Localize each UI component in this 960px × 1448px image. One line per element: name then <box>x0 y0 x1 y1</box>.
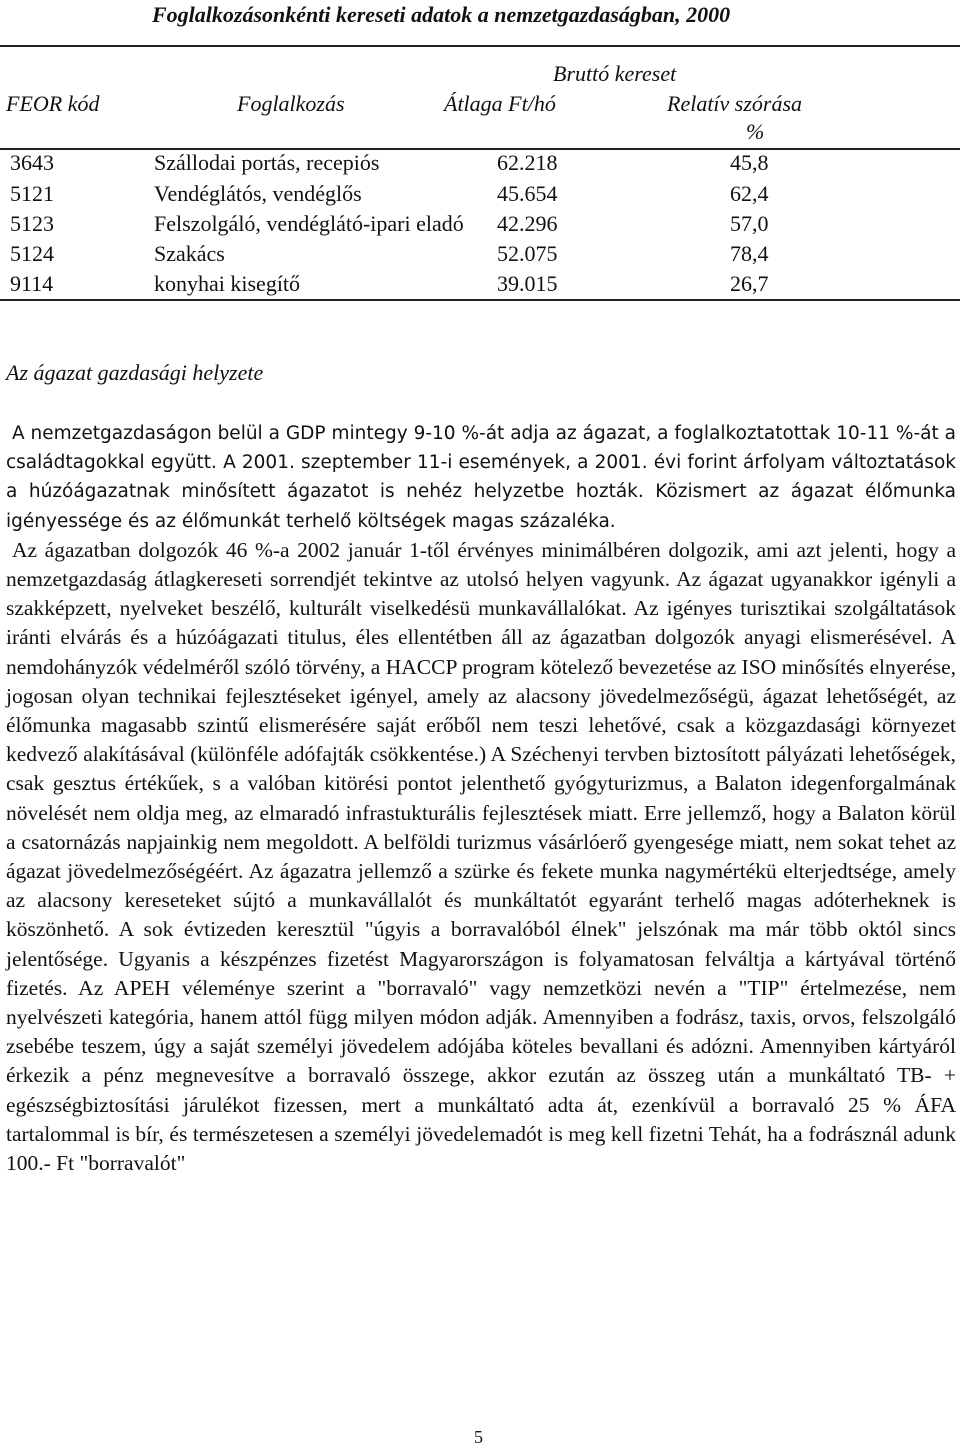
cell-occupation: Szakács <box>154 241 225 266</box>
cell-relative: 26,7 <box>730 271 769 296</box>
table-row <box>0 181 960 212</box>
cell-code: 9114 <box>10 271 54 296</box>
table-row <box>0 150 960 181</box>
section-title: Az ágazat gazdasági helyzete <box>6 360 264 385</box>
cell-code: 3643 <box>10 150 54 175</box>
paragraph: A nemzetgazdaságon belül a GDP mintegy 9-10 %-át adja az ágazat, a foglalkoztatottak 10-11 %-át a családtagokkal együtt. A 2001. szeptember 11-i események, a 2001. évi forint árfolyam változtatások a húzóágazatnak minősített ágazatot is nehéz helyzetbe hozták. Közismert az ágazat élőmunka igényessége és az élőmunkát terhelő költségek magas százaléka. <box>6 423 956 532</box>
cell-occupation: Vendéglátós, vendéglős <box>154 181 362 206</box>
cell-average: 62.218 <box>497 150 558 175</box>
cell-average: 42.296 <box>497 211 558 236</box>
table-row <box>0 241 960 272</box>
table-row <box>0 211 960 242</box>
cell-code: 5121 <box>10 181 54 206</box>
body-text <box>6 419 956 1178</box>
table-group-header: Bruttó kereset <box>553 61 677 86</box>
page-number: 5 <box>474 1427 483 1447</box>
table-bottom-rule <box>0 299 960 301</box>
cell-average: 39.015 <box>497 271 558 296</box>
table-row <box>0 271 960 302</box>
cell-relative: 78,4 <box>730 241 769 266</box>
cell-average: 52.075 <box>497 241 558 266</box>
cell-occupation: Szállodai portás, recepiós <box>154 150 380 175</box>
cell-relative: 45,8 <box>730 150 769 175</box>
cell-occupation: konyhai kisegítő <box>154 271 301 296</box>
cell-relative: 62,4 <box>730 181 769 206</box>
column-header-occupation: Foglalkozás <box>237 91 345 116</box>
column-header-relative: Relatív szórása <box>667 91 803 116</box>
cell-average: 45.654 <box>497 181 558 206</box>
cell-code: 5123 <box>10 211 54 236</box>
page-title: Foglalkozásonkénti kereseti adatok a nemzetgazdaságban, 2000 <box>152 2 731 27</box>
column-header-relative-unit: % <box>746 119 765 144</box>
cell-code: 5124 <box>10 241 54 266</box>
cell-relative: 57,0 <box>730 211 769 236</box>
cell-occupation: Felszolgáló, vendéglátó-ipari eladó <box>154 211 464 236</box>
column-header-code: FEOR kód <box>6 91 100 116</box>
table-top-rule <box>0 45 960 47</box>
column-header-average: Átlaga Ft/hó <box>444 91 556 116</box>
paragraph: Az ágazatban dolgozók 46 %-a 2002 január 1-től érvényes minimálbéren dolgozik, ami azt jelenti, hogy a nemzetgazdaság átlagkereseti sorrendjét tekintve az utolsó helyen vagyunk. Az ágazat ugyanakkor igényli a szakképzett, nyelveket beszélő, kulturált viselkedésü munkavállalókat. Az igényes turisztikai szolgáltatások iránti elvárás és a húzóágazati titulus, éles ellentétben áll az ágazatban dolgozók anyagi elismerésével. A nemdohányzók védelméről szóló törvény, a HACCP program kötelező bevezetése az ISO minősítés elnyerése, jogosan olyan technikai fejlesztéseket igényel, amely az alacsony jövedelmezőségü, ágazat lehetőségét, az élőmunka magasabb szintű elismerésére saját erőből nem teszi lehetővé, csak a közgazdasági környezet kedvező alakításával (különféle adófajták csökkentése.) A Széchenyi tervben biztosított pályázati lehetőségek, csak gesztus értékűek, s a valóban kitörési pontot jelenthető gyógyturizmus, a Balaton idegenforgalmának növelését nem oldja meg, az elmaradó infrastukturális fejlesztések miatt. Erre jellemző, hogy a Balaton körül a csatornázás napjainkig nem megoldott. A belföldi turizmus vásárlóerő gyengesége miatt, nem sokat tehet az ágazat jövedelmezőségéért. Az ágazatra jellemző a szürke és fekete munka nagymértékü elterjedtsége, amely az alacsony kereseteket sújtó a munkavállalót és munkáltatót egyaránt terhelő magas adóterheknek is köszönhető. A sok évtizeden keresztül "úgyis a borravalóból élnek" jelszónak ma már több októl sincs jelentősége. Ugyanis a készpénzes fizetést Magyarországon is folyamatosan felváltja a kártyával történő fizetés. Az APEH véleménye szerint a "borravaló" vagy nemzetközi nevén a "TIP" értelmezése, nem nyelvészeti kategória, hanem attól függ milyen módon adják. Amennyiben a fodrász, taxis, orvos, felszolgáló zsebébe teszem, úgy a saját személyi jövedelem adójába köteles bevallani és adózni. Amennyiben kártyáról érkezik a pénz megnevesítve a borravaló összege, akkor ezután az összeg után a munkáltató TB- + egészségbiztosítási járulékot fizessen, mert a munkáltató adta át, ezenkívül a borravaló 25 % ÁFA tartalommal is bír, és természetesen a személyi jövedelemadót is meg kell fizetni Tehát, ha a fodrásznál adunk 100.- Ft "borravalót" <box>6 537 956 1176</box>
